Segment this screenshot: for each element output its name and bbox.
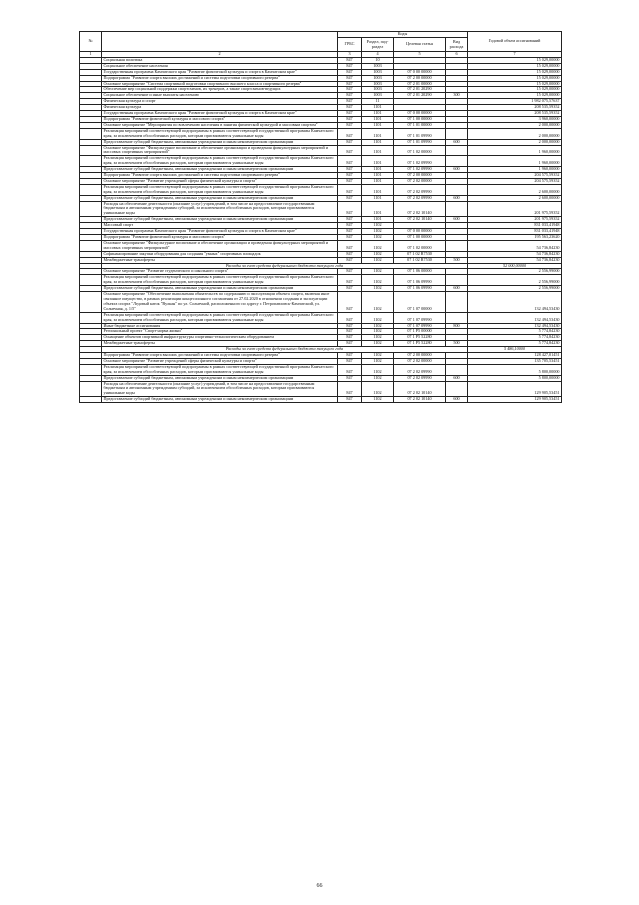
grbs-code: 847 (338, 69, 362, 75)
amount-value: 52 000,00000 (468, 263, 562, 269)
section-code: 1003 (362, 75, 394, 81)
target-code: 07 2 02 09990 (394, 195, 446, 201)
row-num-cell (80, 145, 102, 156)
section-code: 1102 (362, 329, 394, 335)
amount-value: 195 563,23620 (468, 235, 562, 241)
page-number: 66 (316, 883, 323, 889)
amount-value: 208 535,59352 (468, 105, 562, 111)
amount-value: 135 705,53451 (468, 358, 562, 364)
expense-name: Основное мероприятие "Развитие учреждений сферы физической культуры и спорта" (102, 358, 338, 364)
expense-type-code (446, 145, 468, 156)
section-code: 1101 (362, 178, 394, 184)
section-code: 1101 (362, 167, 394, 173)
target-code: 07 0 00 00000 (394, 111, 446, 117)
section-code: 1102 (362, 335, 394, 341)
table-row (80, 381, 562, 397)
amount-value: 3 960,00000 (468, 116, 562, 122)
amount-value: 831 033,41948 (468, 223, 562, 229)
section-code: 1102 (362, 381, 394, 397)
row-num-cell (80, 397, 102, 403)
section-code: 1101 (362, 217, 394, 223)
grbs-code: 847 (338, 145, 362, 156)
grbs-code: 847 (338, 358, 362, 364)
section-code: 1102 (362, 223, 394, 229)
target-code: 07 1 00 00000 (394, 116, 446, 122)
amount-value: 1 960,00000 (468, 167, 562, 173)
expense-name: Основное мероприятие "Развитие учреждений сферы физической культуры и спорта" (102, 178, 338, 184)
expense-name: Основное мероприятие "Физкультурное воспитание и обеспечение организации и проведения физкультурных мероприятий и массовых спортивных мероприятий" (102, 145, 338, 156)
expense-type-code (446, 381, 468, 397)
amount-value: 1 960,00000 (468, 145, 562, 156)
section-code: 1102 (362, 229, 394, 235)
amount-value: 5 800,00000 (468, 375, 562, 381)
amount-value: 2 600,00000 (468, 195, 562, 201)
expense-name: Социальное обеспечение и иные выплаты населению (102, 93, 338, 99)
amount-value: 201 975,59352 (468, 217, 562, 223)
amount-value: 128 427,01451 (468, 353, 562, 359)
section-code: 11 (362, 99, 394, 105)
expense-name: Социальная политика (102, 57, 338, 63)
grbs-code: 847 (338, 292, 362, 313)
expense-name: Обеспечение мер социальной поддержки спортсменов, их тренеров, а также спортсменов-ведущих (102, 87, 338, 93)
target-code: 07 1 06 00000 (394, 269, 446, 275)
grbs-code: 847 (338, 63, 362, 69)
grbs-code: 847 (338, 99, 362, 105)
row-num-cell (80, 275, 102, 286)
target-code: 07 1 P5 00000 (394, 329, 446, 335)
grbs-code: 847 (338, 240, 362, 251)
expense-type-code (446, 312, 468, 323)
grbs-code: 847 (338, 87, 362, 93)
amount-value: 2 556,99000 (468, 286, 562, 292)
grbs-code: 847 (338, 93, 362, 99)
table-row (80, 145, 562, 156)
expense-name: Подпрограмма "Развитие спорта высших достижений и системы подготовки спортивного резерва" (102, 75, 338, 81)
target-code: 07 1 06 09990 (394, 275, 446, 286)
section-code: 1102 (362, 397, 394, 403)
amount-value: 5 774,84230 (468, 329, 562, 335)
table-body (80, 57, 562, 402)
amount-value: 129 905,53451 (468, 397, 562, 403)
grbs-code: 847 (338, 156, 362, 167)
section-code: 1003 (362, 81, 394, 87)
expense-type-code: 600 (446, 195, 468, 201)
amount-value: 5 486,10000 (468, 347, 562, 353)
table-row (80, 156, 562, 167)
amount-value: 2 556,99000 (468, 269, 562, 275)
target-code: 07 2 00 00000 (394, 75, 446, 81)
grbs-code: 847 (338, 139, 362, 145)
section-code: 1101 (362, 195, 394, 201)
grbs-code: 847 (338, 235, 362, 241)
row-num-cell (80, 312, 102, 323)
expense-name: Физическая культура (102, 105, 338, 111)
amount-value: 54 736,84230 (468, 257, 562, 263)
grbs-code: 847 (338, 269, 362, 275)
target-code: 07 1 P5 52280 (394, 341, 446, 347)
grbs-code: 847 (338, 57, 362, 63)
amount-value: 5 774,84230 (468, 341, 562, 347)
grbs-code: 847 (338, 341, 362, 347)
amount-value: 54 736,84230 (468, 251, 562, 257)
expense-name: Реализация мероприятий соответствующей подпрограммы в рамках соответствующей государственной программы Камчатского края, за исключением обособленных расходов, которым присваиваются уникальные коды (102, 364, 338, 375)
target-code: 07 2 01 20290 (394, 87, 446, 93)
target-code: 07 1 02 R7530 (394, 257, 446, 263)
target-code: 07 2 02 09990 (394, 375, 446, 381)
expense-name: Софинансирование закупки оборудования для создания "умных" спортивных площадок (102, 251, 338, 257)
amount-value: 2 556,99000 (468, 275, 562, 286)
expense-type-code (446, 292, 468, 313)
expense-type-code: 300 (446, 93, 468, 99)
amount-value: 54 736,84230 (468, 240, 562, 251)
expense-type-code (446, 184, 468, 195)
expense-name: Подпрограмма "Развитие спорта высших достижений и системы подготовки спортивного резерва" (102, 173, 338, 179)
target-code: 07 1 02 R7530 (394, 251, 446, 257)
expense-type-code: 600 (446, 397, 468, 403)
section-code: 1101 (362, 116, 394, 122)
target-code: 07 1 06 09990 (394, 286, 446, 292)
expense-name: Основное мероприятие "Система спортивной подготовки спортивного высшего класса и спортивного резерва" (102, 81, 338, 87)
budget-table (79, 31, 562, 403)
section-code: 10 (362, 57, 394, 63)
expense-type-code: 600 (446, 375, 468, 381)
target-code: 07 1 07 00000 (394, 292, 446, 313)
expense-name: Реализация мероприятий соответствующей подпрограммы в рамках соответствующей государственной программы Камчатского края, за исключением обособленных расходов, которым присваиваются уникальные коды (102, 128, 338, 139)
section-code: 1003 (362, 87, 394, 93)
section-code: 1101 (362, 201, 394, 217)
grbs-code: 847 (338, 178, 362, 184)
expense-name: Основное мероприятие "Физкультурное воспитание и обеспечение организации и проведения физкультурных мероприятий и массовых спортивных мероприятий" (102, 240, 338, 251)
table-row (80, 128, 562, 139)
section-code: 1102 (362, 257, 394, 263)
row-num-cell (80, 156, 102, 167)
section-code: 1101 (362, 173, 394, 179)
section-code: 1003 (362, 93, 394, 99)
target-code: 07 1 00 00000 (394, 235, 446, 241)
target-code: 07 2 02 10140 (394, 201, 446, 217)
row-num-cell (80, 381, 102, 397)
amount-value: 15 029,00000 (468, 93, 562, 99)
grbs-code: 847 (338, 364, 362, 375)
expense-type-code: 500 (446, 257, 468, 263)
colnum: 2 (102, 52, 338, 58)
target-code: 07 2 02 00000 (394, 178, 446, 184)
grbs-code: 847 (338, 184, 362, 195)
amount-value: 132 494,53430 (468, 292, 562, 313)
target-code: 07 2 02 10140 (394, 217, 446, 223)
section-code: 1101 (362, 128, 394, 139)
grbs-code: 847 (338, 375, 362, 381)
grbs-code: 847 (338, 111, 362, 117)
expense-type-code: 600 (446, 167, 468, 173)
section-code: 1101 (362, 122, 394, 128)
expense-name: Основное мероприятие "Обеспечение выполнения обязательств по содержанию и эксплуатации объекта спорта, включая иное связанное имущество, в рамках реализации концессионного соглашения от 27.02.2020 в отношении создания и эксплуатации объекта спорта "Ледовый каток "Вулкан" по ул. Солнечной, расположенного по адресу г. Петропавловск-Камчатский, ул. Солнечная, д. 1/5" (102, 292, 338, 313)
row-num-cell (80, 240, 102, 251)
section-code: 1102 (362, 375, 394, 381)
expense-type-code: 600 (446, 286, 468, 292)
expense-name: Расходы на обеспечение деятельности (оказание услуг) учреждений, в том числе на предоставление государственным бюджетным и автономным учреждениям субсидий, за исключением обособленных расходов, которым присваиваются уникальные коды (102, 381, 338, 397)
row-num-cell (80, 128, 102, 139)
table-row (80, 240, 562, 251)
expense-name: Предоставление субсидий бюджетным, автономным учреждениям и иным некоммерческим организациям (102, 217, 338, 223)
amount-value: 15 029,00000 (468, 87, 562, 93)
table-row (80, 364, 562, 375)
section-code: 1102 (362, 358, 394, 364)
colnum: 3 (338, 52, 362, 58)
header-codes: Коды (338, 32, 468, 38)
grbs-code: 847 (338, 335, 362, 341)
header-exp-type: Вид расхода (446, 38, 468, 52)
grbs-code: 847 (338, 195, 362, 201)
target-code: 07 2 02 10140 (394, 381, 446, 397)
section-code: 1101 (362, 111, 394, 117)
expense-name: Реализация мероприятий соответствующей подпрограммы в рамках соответствующей государственной программы Камчатского края, за исключением обособленных расходов, которым присваиваются уникальные коды (102, 184, 338, 195)
target-code: 07 2 01 20290 (394, 93, 446, 99)
header-target: Целевая статья (394, 38, 446, 52)
grbs-code: 847 (338, 251, 362, 257)
colnum: 6 (446, 52, 468, 58)
target-code: 07 1 01 09990 (394, 139, 446, 145)
target-code: 07 1 02 00000 (394, 240, 446, 251)
expense-name: Основное мероприятие "Развитие студенческого и школьного спорта" (102, 269, 338, 275)
expense-name: Межбюджетные трансферты (102, 257, 338, 263)
grbs-code: 847 (338, 116, 362, 122)
target-code: 07 1 01 00000 (394, 122, 446, 128)
row-num-cell (80, 364, 102, 375)
section-code: 1003 (362, 63, 394, 69)
grbs-code: 847 (338, 173, 362, 179)
section-code: 1102 (362, 286, 394, 292)
note-text: Расходы за счет средств федерального бюджета текущего года (102, 347, 468, 353)
amount-value: 15 029,00000 (468, 63, 562, 69)
expense-type-code (446, 128, 468, 139)
section-code: 1101 (362, 145, 394, 156)
grbs-code: 847 (338, 381, 362, 397)
expense-type-code (446, 364, 468, 375)
section-code: 1102 (362, 364, 394, 375)
amount-value: 5 800,00000 (468, 364, 562, 375)
expense-type-code (446, 156, 468, 167)
target-code: 07 1 P5 52280 (394, 335, 446, 341)
header-num: № (80, 32, 102, 52)
expense-type-code (446, 240, 468, 251)
expense-name: Предоставление субсидий бюджетным, автономным учреждениям и иным некоммерческим организациям (102, 195, 338, 201)
header-grbs: ГРБС (338, 38, 362, 52)
grbs-code: 847 (338, 128, 362, 139)
amount-value: 204 575,59352 (468, 173, 562, 179)
target-code: 07 1 02 00000 (394, 145, 446, 156)
grbs-code: 847 (338, 312, 362, 323)
grbs-code: 847 (338, 122, 362, 128)
target-code: 07 2 00 00000 (394, 353, 446, 359)
amount-value: 15 029,00000 (468, 57, 562, 63)
section-code: 1102 (362, 292, 394, 313)
amount-value: 15 029,00000 (468, 69, 562, 75)
expense-name: Расходы на обеспечение деятельности (оказание услуг) учреждений, в том числе на предоставление государственным бюджетным и автономным учреждениям субсидий, за исключением обособленных расходов, которым присваиваются уникальные коды (102, 201, 338, 217)
expense-name: Оснащение объектов спортивной инфраструктуры спортивно-технологическим оборудованием (102, 335, 338, 341)
expense-name: Основное мероприятие "Мероприятия по вовлечению населения в занятия физической культурой и массовым спортом" (102, 122, 338, 128)
amount-value: 2 000,00000 (468, 122, 562, 128)
grbs-code: 847 (338, 329, 362, 335)
expense-name: Массовый спорт (102, 223, 338, 229)
expense-name: Социальное обеспечение населения (102, 63, 338, 69)
section-code: 1101 (362, 105, 394, 111)
amount-value: 831 033,41948 (468, 229, 562, 235)
row-num-cell (80, 292, 102, 313)
expense-name: Реализация мероприятий соответствующей подпрограммы в рамках соответствующей государственной программы Камчатского края, за исключением обособленных расходов, которым присваиваются уникальные коды (102, 156, 338, 167)
expense-name: Предоставление субсидий бюджетным, автономным учреждениям и иным некоммерческим организациям (102, 375, 338, 381)
amount-value: 201 975,59352 (468, 201, 562, 217)
expense-name: Государственная программа Камчатского края "Развитие физической культуры и спорта в Камчатском крае" (102, 111, 338, 117)
section-code: 1102 (362, 251, 394, 257)
section-code: 1101 (362, 139, 394, 145)
expense-name: Межбюджетные трансферты (102, 341, 338, 347)
table-row (80, 312, 562, 323)
amount-value: 1 982 075,57637 (468, 99, 562, 105)
row-num-cell (80, 201, 102, 217)
colnum: 7 (468, 52, 562, 58)
header-section: Раздел, под-раздел (362, 38, 394, 52)
expense-name: Предоставление субсидий бюджетным, автономным учреждениям и иным некоммерческим организациям (102, 286, 338, 292)
target-code: 07 2 02 09990 (394, 184, 446, 195)
table-row (80, 275, 562, 286)
grbs-code: 847 (338, 257, 362, 263)
row-num-cell (80, 184, 102, 195)
table-row (80, 201, 562, 217)
header-name (102, 32, 338, 52)
colnum: 4 (362, 52, 394, 58)
section-code: 1102 (362, 323, 394, 329)
amount-value: 5 774,84230 (468, 335, 562, 341)
header-amount: Годовой объем ассигнований (468, 32, 562, 52)
expense-name: Предоставление субсидий бюджетным, автономным учреждениям и иным некоммерческим организациям (102, 397, 338, 403)
target-code: 07 2 00 00000 (394, 173, 446, 179)
expense-type-code: 800 (446, 323, 468, 329)
amount-value: 132 494,53430 (468, 312, 562, 323)
expense-type-code: 600 (446, 217, 468, 223)
expense-type-code: 500 (446, 341, 468, 347)
section-code: 1003 (362, 69, 394, 75)
section-code: 1101 (362, 184, 394, 195)
section-code: 1102 (362, 235, 394, 241)
grbs-code: 847 (338, 229, 362, 235)
amount-value: 1 960,00000 (468, 156, 562, 167)
amount-value: 208 535,59352 (468, 111, 562, 117)
amount-value: 129 905,53451 (468, 381, 562, 397)
target-code: 07 0 00 00000 (394, 69, 446, 75)
expense-name: Реализация мероприятий соответствующей подпрограммы в рамках соответствующей государственной программы Камчатского края, за исключением обособленных расходов, которым присваиваются уникальные коды (102, 275, 338, 286)
colnum: 1 (80, 52, 102, 58)
grbs-code: 847 (338, 75, 362, 81)
colnum: 5 (394, 52, 446, 58)
amount-value: 2 600,00000 (468, 184, 562, 195)
expense-name: Региональный проект "Спорт-норма жизни" (102, 329, 338, 335)
target-code: 07 2 01 00000 (394, 81, 446, 87)
table-header (80, 32, 562, 58)
expense-name: Предоставление субсидий бюджетным, автономным учреждениям и иным некоммерческим организациям (102, 139, 338, 145)
table-row (80, 397, 562, 403)
target-code: 07 1 07 09990 (394, 312, 446, 323)
grbs-code: 847 (338, 323, 362, 329)
grbs-code: 847 (338, 286, 362, 292)
expense-type-code: 600 (446, 139, 468, 145)
expense-name: Предоставление субсидий бюджетным, автономным учреждениям и иным некоммерческим организациям (102, 167, 338, 173)
grbs-code: 847 (338, 275, 362, 286)
target-code: 07 1 01 09990 (394, 128, 446, 139)
section-code: 1102 (362, 240, 394, 251)
grbs-code: 847 (338, 167, 362, 173)
grbs-code: 847 (338, 353, 362, 359)
amount-value: 15 029,00000 (468, 81, 562, 87)
expense-name: Подпрограмма "Развитие физической культуры и массового спорта" (102, 116, 338, 122)
expense-name: Подпрограмма "Развитие спорта высших достижений и системы подготовки спортивного резерва" (102, 353, 338, 359)
section-code: 1101 (362, 156, 394, 167)
amount-value: 204 575,59352 (468, 178, 562, 184)
target-code: 07 0 00 00000 (394, 229, 446, 235)
expense-name: Реализация мероприятий соответствующей подпрограммы в рамках соответствующей государственной программы Камчатского края, за исключением обособленных расходов, которым присваиваются уникальные коды (102, 312, 338, 323)
target-code: 07 2 02 10140 (394, 397, 446, 403)
target-code: 07 1 02 09990 (394, 156, 446, 167)
grbs-code: 847 (338, 223, 362, 229)
expense-type-code (446, 275, 468, 286)
table-row (80, 184, 562, 195)
section-code: 1102 (362, 312, 394, 323)
expense-name: Иные бюджетные ассигнования (102, 323, 338, 329)
expense-type-code (446, 201, 468, 217)
section-code: 1102 (362, 275, 394, 286)
target-code: 07 2 02 00000 (394, 358, 446, 364)
target-code: 07 1 07 09990 (394, 323, 446, 329)
section-code: 1102 (362, 269, 394, 275)
section-code: 1102 (362, 341, 394, 347)
expense-name: Физическая культура и спорт (102, 99, 338, 105)
target-code: 07 2 02 09990 (394, 364, 446, 375)
expense-name: Государственная программа Камчатского края "Развитие физической культуры и спорта в Камчатском крае" (102, 69, 338, 75)
amount-value: 2 000,00000 (468, 139, 562, 145)
grbs-code: 847 (338, 105, 362, 111)
grbs-code: 847 (338, 397, 362, 403)
grbs-code: 847 (338, 81, 362, 87)
amount-value: 132 494,53430 (468, 323, 562, 329)
target-code: 07 1 02 09990 (394, 167, 446, 173)
section-code: 1102 (362, 353, 394, 359)
grbs-code: 847 (338, 217, 362, 223)
amount-value: 2 000,00000 (468, 128, 562, 139)
table-row (80, 292, 562, 313)
expense-name: Подпрограмма "Развитие физической культуры и массового спорта" (102, 235, 338, 241)
note-text: Расходы за счет средств федерального бюджета текущего года (102, 263, 468, 269)
amount-value: 15 029,00000 (468, 75, 562, 81)
grbs-code: 847 (338, 201, 362, 217)
expense-name: Государственная программа Камчатского края "Развитие физической культуры и спорта в Камчатском крае" (102, 229, 338, 235)
